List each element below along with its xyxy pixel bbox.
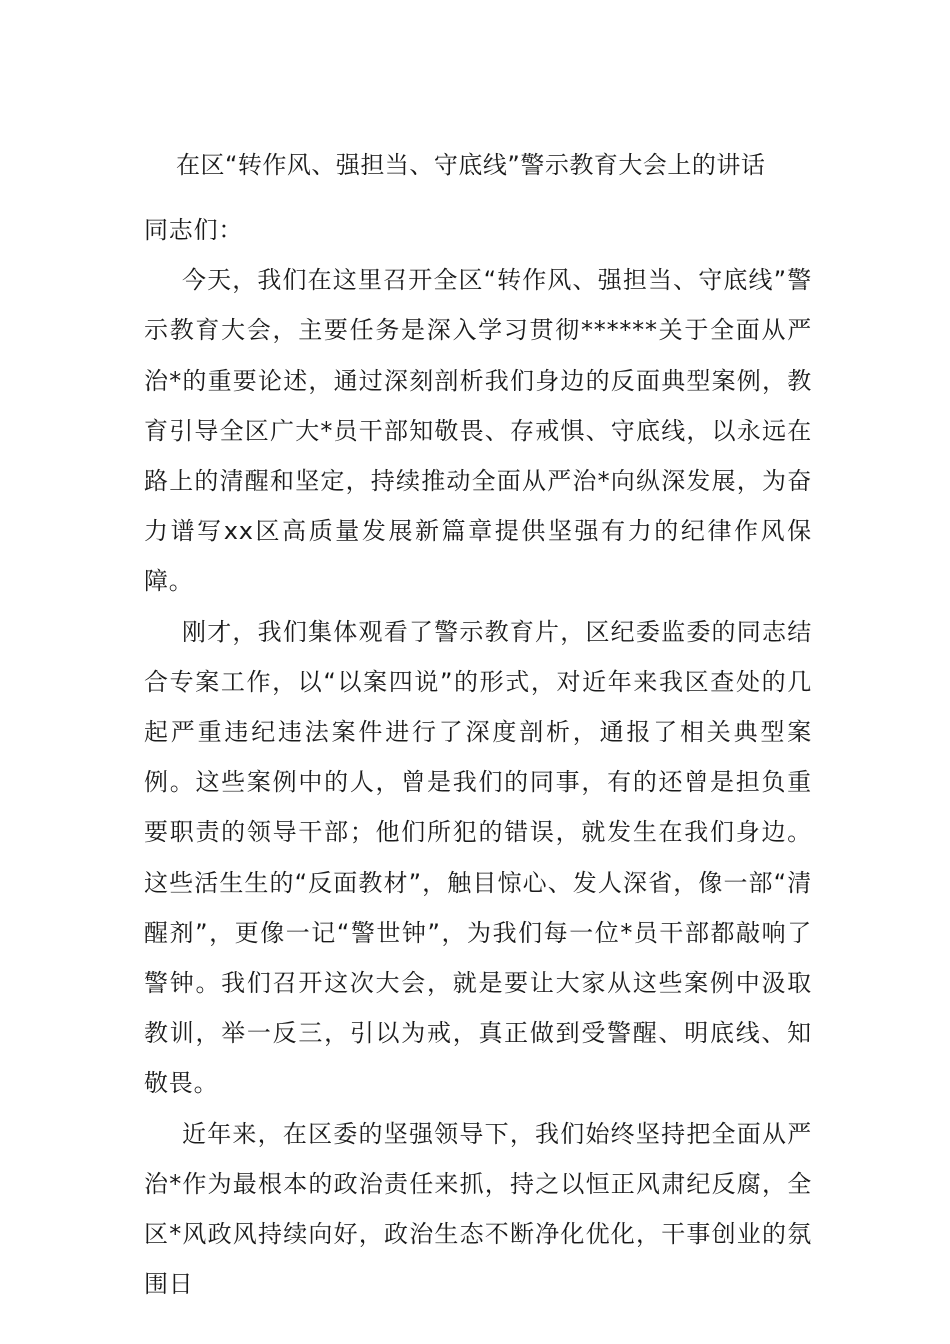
salutation: 同志们： (144, 216, 244, 244)
paragraph-1: 今天，我们在这里召开全区“转作风、强担当、守底线”警示教育大会，主要任务是深入学习贯彻******关于全面从严治*的重要论述，通过深刻剖析我们身边的反面典型案例，教育引导全区广大*员干部知敬畏、存戒惧、守底线，以永远在路上的清醒和坚定，持续推动全面从严治*向纵深发展，为奋力谱写xx区高质量发展新篇章提供坚强有力的纪律作风保障。 (144, 266, 812, 596)
document-title: 在区“转作风、强担当、守底线”警示教育大会上的讲话 (176, 151, 766, 179)
document-body (144, 205, 812, 1309)
paragraph-2: 刚才，我们集体观看了警示教育片，区纪委监委的同志结合专案工作，以“以案四说”的形式，对近年来我区查处的几起严重违纪违法案件进行了深度剖析，通报了相关典型案例。这些案例中的人，曾是我们的同事，有的还曾是担负重要职责的领导干部；他们所犯的错误，就发生在我们身边。这些活生生的“反面教材”，触目惊心、发人深省，像一部“清醒剂”，更像一记“警世钟”，为我们每一位*员干部都敲响了警钟。我们召开这次大会，就是要让大家从这些案例中汲取教训，举一反三，引以为戒，真正做到受警醒、明底线、知敬畏。 (144, 617, 812, 1098)
paragraph-3: 近年来，在区委的坚强领导下，我们始终坚持把全面从严治*作为最根本的政治责任来抓，持之以恒正风肃纪反腐，全区*风政风持续向好，政治生态不断净化优化，干事创业的氛围日 (144, 1119, 812, 1299)
